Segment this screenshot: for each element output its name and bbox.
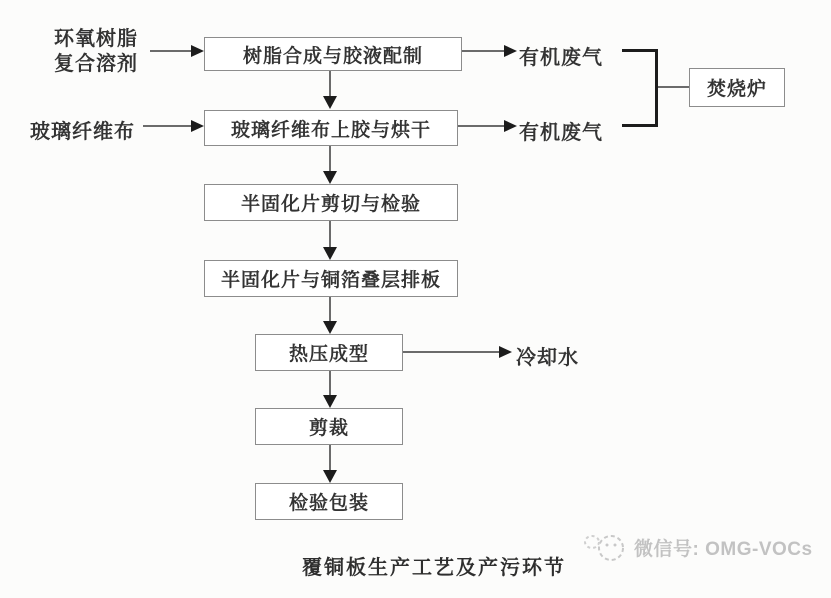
flow-line-step4-step5 bbox=[329, 297, 331, 322]
emission-line-waste-gas-bottom bbox=[458, 125, 505, 127]
box-hot-press-forming bbox=[255, 334, 403, 371]
label-epoxy-resin: 环氧树脂 bbox=[54, 28, 138, 50]
arrow-down-icon bbox=[323, 470, 337, 483]
arrow-down-icon bbox=[323, 395, 337, 408]
arrow-right-icon bbox=[504, 120, 517, 132]
box-prepreg-copper-lamination-label: 半固化片与铜箔叠层排板 bbox=[220, 270, 441, 291]
input-line-epoxy bbox=[150, 50, 192, 52]
label-glass-fiber-cloth: 玻璃纤维布 bbox=[30, 121, 135, 143]
box-resin-synthesis-label: 树脂合成与胶液配制 bbox=[242, 45, 423, 67]
box-cloth-gluing-drying-label: 玻璃纤维布上胶与烘干 bbox=[230, 119, 431, 141]
bracket-top-stub bbox=[622, 49, 658, 52]
label-organic-waste-gas-bottom: 有机废气 bbox=[519, 122, 603, 144]
box-trimming bbox=[255, 408, 403, 445]
box-incinerator-label: 焚烧炉 bbox=[706, 79, 767, 100]
input-line-glass-cloth bbox=[143, 125, 192, 127]
line-bracket-to-incinerator bbox=[658, 86, 689, 88]
arrow-right-icon bbox=[191, 120, 204, 132]
wechat-sketch-logo-icon bbox=[582, 529, 630, 567]
arrow-down-icon bbox=[323, 171, 337, 184]
box-prepreg-cutting-inspection bbox=[204, 184, 458, 221]
label-organic-waste-gas-top: 有机废气 bbox=[519, 47, 603, 69]
flow-line-step5-step6 bbox=[329, 371, 331, 396]
arrow-down-icon bbox=[323, 247, 337, 260]
box-prepreg-cutting-inspection-label: 半固化片剪切与检验 bbox=[240, 194, 421, 215]
watermark-wechat-id: 微信号: OMG-VOCs bbox=[634, 539, 813, 560]
label-cooling-water: 冷却水 bbox=[516, 347, 579, 369]
arrow-right-icon bbox=[191, 45, 204, 57]
arrow-down-icon bbox=[323, 96, 337, 109]
box-inspection-packing-label: 检验包装 bbox=[288, 493, 369, 514]
label-epoxy-resin-solvent bbox=[40, 27, 152, 77]
box-trimming-label: 剪裁 bbox=[308, 418, 349, 439]
arrow-right-icon bbox=[499, 346, 512, 358]
box-inspection-packing bbox=[255, 483, 403, 520]
arrow-right-icon bbox=[504, 45, 517, 57]
box-prepreg-copper-lamination bbox=[204, 260, 458, 297]
box-cloth-gluing-drying bbox=[204, 110, 458, 146]
diagram-caption: 覆铜板生产工艺及产污环节 bbox=[302, 557, 566, 579]
flow-line-step2-step3 bbox=[329, 146, 331, 173]
box-incinerator bbox=[689, 68, 785, 107]
flow-line-step3-step4 bbox=[329, 221, 331, 248]
flow-line-step1-step2 bbox=[329, 71, 331, 97]
label-composite-solvent: 复合溶剂 bbox=[54, 53, 138, 75]
flow-line-step6-step7 bbox=[329, 445, 331, 471]
emission-line-waste-gas-top bbox=[462, 50, 505, 52]
box-hot-press-forming-label: 热压成型 bbox=[288, 344, 369, 365]
emission-line-cooling-water bbox=[403, 351, 500, 353]
arrow-down-icon bbox=[323, 321, 337, 334]
bracket-vertical bbox=[655, 49, 658, 127]
box-resin-synthesis bbox=[204, 37, 462, 71]
bracket-bottom-stub bbox=[622, 124, 658, 127]
